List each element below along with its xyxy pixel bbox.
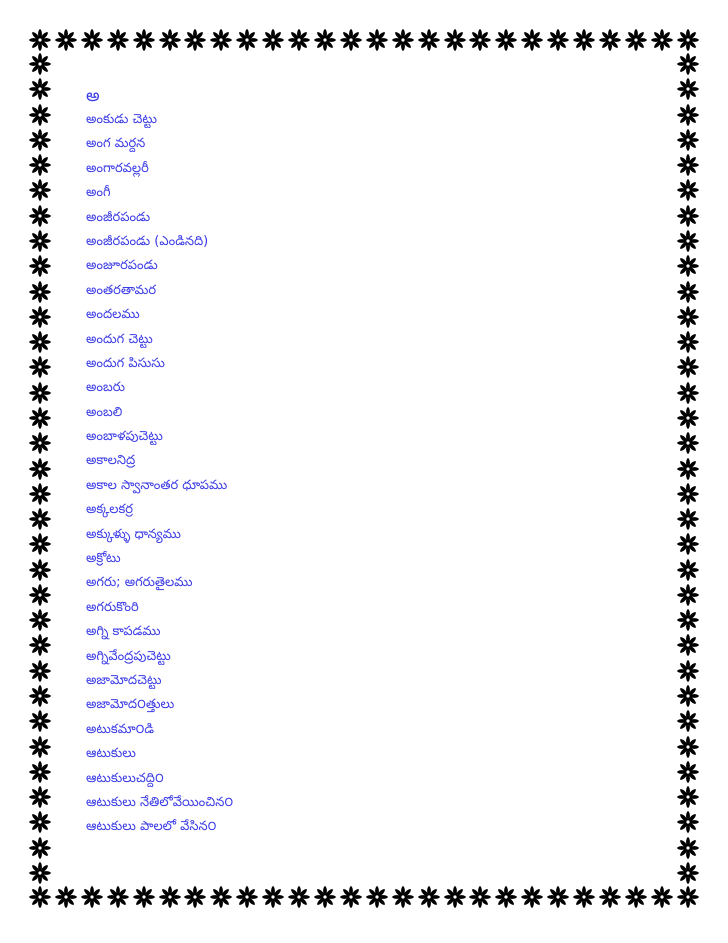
eight-petal-flower-icon [676, 254, 700, 278]
eight-petal-flower-icon [106, 28, 130, 52]
eight-petal-flower-icon [676, 305, 700, 329]
eight-petal-flower-icon [443, 28, 467, 52]
eight-petal-flower-icon [287, 885, 311, 909]
entry-item: అగరుకొంరి [86, 599, 139, 615]
eight-petal-flower-icon [676, 280, 700, 304]
eight-petal-flower-icon [28, 103, 52, 127]
entry-item: అటుకమా౦డి [86, 721, 155, 737]
entry-item: అంగ మర్దన [86, 136, 146, 152]
entry-item: అంబరు [86, 380, 125, 396]
entry-item: అకాలనిద్ర [86, 453, 136, 469]
eight-petal-flower-icon [28, 178, 52, 202]
section-letter-heading: అ [86, 86, 100, 106]
eight-petal-flower-icon [391, 885, 415, 909]
eight-petal-flower-icon [28, 305, 52, 329]
eight-petal-flower-icon [183, 885, 207, 909]
entry-item: అంగీ [86, 185, 111, 201]
eight-petal-flower-icon [676, 77, 700, 101]
eight-petal-flower-icon [572, 28, 596, 52]
entry-item: అక్రోటు [86, 551, 121, 567]
eight-petal-flower-icon [28, 885, 52, 909]
eight-petal-flower-icon [339, 885, 363, 909]
eight-petal-flower-icon [132, 885, 156, 909]
eight-petal-flower-icon [106, 885, 130, 909]
eight-petal-flower-icon [391, 28, 415, 52]
eight-petal-flower-icon [676, 885, 700, 909]
eight-petal-flower-icon [676, 633, 700, 657]
eight-petal-flower-icon [28, 153, 52, 177]
eight-petal-flower-icon [28, 254, 52, 278]
eight-petal-flower-icon [28, 836, 52, 860]
eight-petal-flower-icon [676, 381, 700, 405]
eight-petal-flower-icon [261, 28, 285, 52]
eight-petal-flower-icon [546, 28, 570, 52]
entry-item: అక్కుళ్ళు ధాన్యము [86, 526, 181, 542]
eight-petal-flower-icon [676, 684, 700, 708]
eight-petal-flower-icon [676, 431, 700, 455]
eight-petal-flower-icon [520, 885, 544, 909]
eight-petal-flower-icon [494, 885, 518, 909]
eight-petal-flower-icon [676, 204, 700, 228]
eight-petal-flower-icon [28, 457, 52, 481]
entry-item: అంజీరపండు (ఎండినది) [86, 233, 209, 249]
entry-item: అగరు; అగరుతైలము [86, 575, 193, 591]
eight-petal-flower-icon [28, 330, 52, 354]
eight-petal-flower-icon [28, 684, 52, 708]
eight-petal-flower-icon [676, 532, 700, 556]
entry-item: అందలము [86, 307, 140, 323]
entry-item: ఆటుకులు [86, 746, 136, 762]
entry-item: అకాల స్వానాంతర ధూపము [86, 477, 228, 493]
eight-petal-flower-icon [28, 608, 52, 632]
entry-item: అగ్నివేంద్రపుచెట్టు [86, 648, 171, 664]
eight-petal-flower-icon [132, 28, 156, 52]
eight-petal-flower-icon [417, 885, 441, 909]
eight-petal-flower-icon [209, 28, 233, 52]
eight-petal-flower-icon [158, 28, 182, 52]
eight-petal-flower-icon [676, 28, 700, 52]
eight-petal-flower-icon [676, 785, 700, 809]
entry-item: అంగారవల్లరీ [86, 160, 149, 176]
eight-petal-flower-icon [598, 28, 622, 52]
eight-petal-flower-icon [183, 28, 207, 52]
eight-petal-flower-icon [520, 28, 544, 52]
entry-item: ఆటుకులుచద్ది౦ [86, 770, 164, 786]
eight-petal-flower-icon [676, 709, 700, 733]
entry-item: అగ్ని కాపడము [86, 624, 161, 640]
entry-item: అందుగ పిసుసు [86, 355, 165, 371]
eight-petal-flower-icon [54, 885, 78, 909]
entry-item: అంజీరపండు [86, 209, 151, 225]
eight-petal-flower-icon [28, 558, 52, 582]
eight-petal-flower-icon [28, 431, 52, 455]
entry-list [86, 108, 233, 840]
eight-petal-flower-icon [468, 28, 492, 52]
eight-petal-flower-icon [676, 128, 700, 152]
eight-petal-flower-icon [28, 128, 52, 152]
eight-petal-flower-icon [28, 280, 52, 304]
eight-petal-flower-icon [650, 28, 674, 52]
eight-petal-flower-icon [676, 810, 700, 834]
eight-petal-flower-icon [28, 204, 52, 228]
border-top [28, 28, 700, 52]
eight-petal-flower-icon [676, 735, 700, 759]
eight-petal-flower-icon [365, 885, 389, 909]
eight-petal-flower-icon [235, 28, 259, 52]
eight-petal-flower-icon [28, 532, 52, 556]
entry-item: అజామోద౦త్తులు [86, 697, 175, 713]
eight-petal-flower-icon [598, 885, 622, 909]
eight-petal-flower-icon [28, 659, 52, 683]
eight-petal-flower-icon [287, 28, 311, 52]
entry-item: అక్కలకర్ర [86, 502, 133, 518]
eight-petal-flower-icon [54, 28, 78, 52]
eight-petal-flower-icon [28, 77, 52, 101]
eight-petal-flower-icon [28, 760, 52, 784]
eight-petal-flower-icon [650, 885, 674, 909]
eight-petal-flower-icon [158, 885, 182, 909]
eight-petal-flower-icon [468, 885, 492, 909]
entry-item: అందుగ చెట్టు [86, 331, 153, 347]
eight-petal-flower-icon [80, 28, 104, 52]
eight-petal-flower-icon [209, 885, 233, 909]
eight-petal-flower-icon [676, 153, 700, 177]
eight-petal-flower-icon [28, 381, 52, 405]
eight-petal-flower-icon [313, 885, 337, 909]
eight-petal-flower-icon [572, 885, 596, 909]
eight-petal-flower-icon [28, 482, 52, 506]
eight-petal-flower-icon [28, 735, 52, 759]
eight-petal-flower-icon [676, 229, 700, 253]
eight-petal-flower-icon [28, 810, 52, 834]
eight-petal-flower-icon [28, 583, 52, 607]
eight-petal-flower-icon [28, 785, 52, 809]
border-bottom [28, 885, 700, 909]
eight-petal-flower-icon [28, 709, 52, 733]
eight-petal-flower-icon [676, 760, 700, 784]
entry-item: అంబలి [86, 404, 123, 420]
eight-petal-flower-icon [624, 885, 648, 909]
eight-petal-flower-icon [417, 28, 441, 52]
eight-petal-flower-icon [28, 861, 52, 885]
eight-petal-flower-icon [676, 103, 700, 127]
eight-petal-flower-icon [676, 836, 700, 860]
eight-petal-flower-icon [676, 659, 700, 683]
eight-petal-flower-icon [676, 482, 700, 506]
eight-petal-flower-icon [28, 28, 52, 52]
border-left [28, 52, 52, 885]
eight-petal-flower-icon [339, 28, 363, 52]
eight-petal-flower-icon [676, 355, 700, 379]
border-right [676, 52, 700, 885]
eight-petal-flower-icon [261, 885, 285, 909]
eight-petal-flower-icon [28, 229, 52, 253]
eight-petal-flower-icon [676, 178, 700, 202]
eight-petal-flower-icon [365, 28, 389, 52]
eight-petal-flower-icon [443, 885, 467, 909]
eight-petal-flower-icon [28, 52, 52, 76]
eight-petal-flower-icon [494, 28, 518, 52]
entry-item: అంతరతామర [86, 282, 157, 298]
eight-petal-flower-icon [80, 885, 104, 909]
eight-petal-flower-icon [313, 28, 337, 52]
eight-petal-flower-icon [676, 507, 700, 531]
eight-petal-flower-icon [28, 406, 52, 430]
eight-petal-flower-icon [546, 885, 570, 909]
eight-petal-flower-icon [28, 507, 52, 531]
eight-petal-flower-icon [676, 558, 700, 582]
entry-item: అంజూరపండు [86, 258, 158, 274]
eight-petal-flower-icon [28, 355, 52, 379]
entry-item: ఆటుకులు పాలలో వేసిన౦ [86, 819, 217, 835]
eight-petal-flower-icon [676, 52, 700, 76]
eight-petal-flower-icon [676, 457, 700, 481]
entry-item: అజామోదచెట్టు [86, 672, 162, 688]
entry-item: ఆటుకులు నేతిలోవేయించిన౦ [86, 794, 234, 810]
entry-item: అంకుడు చెట్టు [86, 112, 157, 127]
eight-petal-flower-icon [676, 583, 700, 607]
entry-item: అంబాళపుచెట్టు [86, 429, 163, 445]
eight-petal-flower-icon [676, 861, 700, 885]
eight-petal-flower-icon [624, 28, 648, 52]
eight-petal-flower-icon [676, 608, 700, 632]
eight-petal-flower-icon [28, 633, 52, 657]
eight-petal-flower-icon [235, 885, 259, 909]
eight-petal-flower-icon [676, 330, 700, 354]
word-list [86, 84, 233, 840]
eight-petal-flower-icon [676, 406, 700, 430]
